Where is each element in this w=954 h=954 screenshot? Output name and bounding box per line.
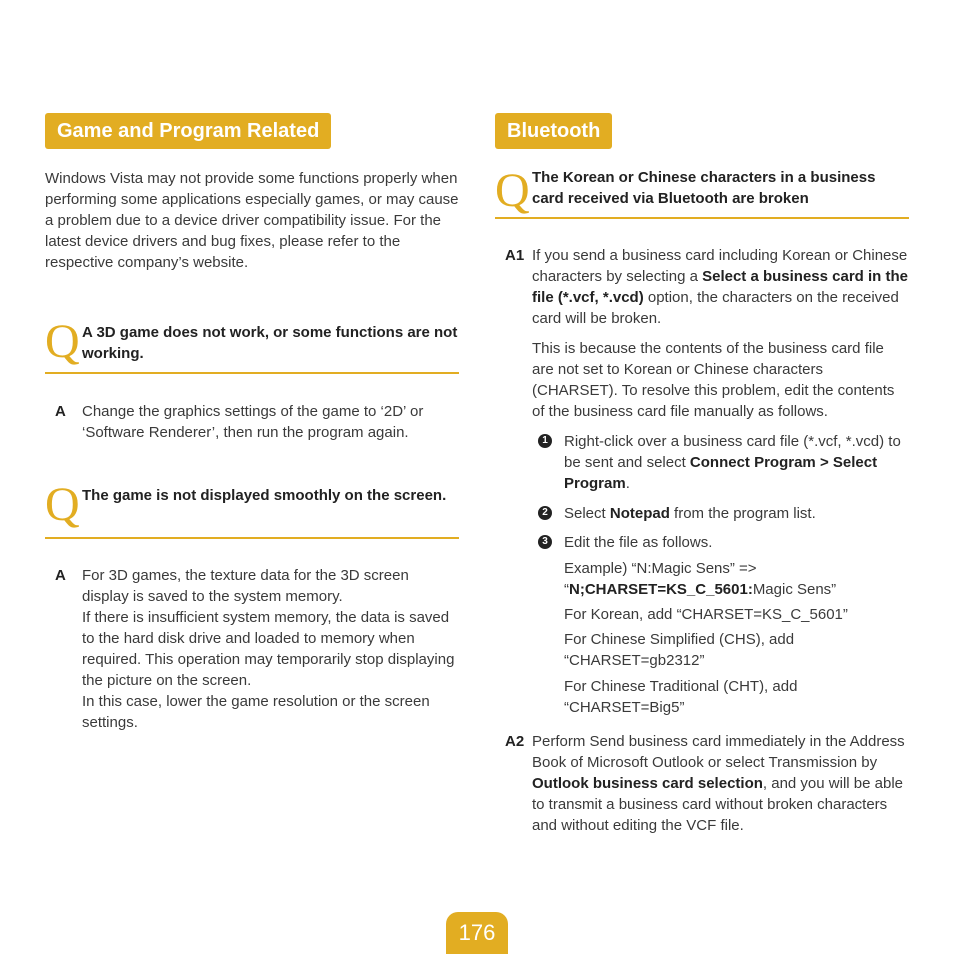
q-icon: Q [45, 478, 80, 531]
answer-text: This is because the contents of the business card file are not set to Korean or Chinese characters (CHARSET). To resolve this problem, edit the contents of the business card file manually as follows. [532, 340, 895, 420]
step-1: 1 Right-click over a business card file (*.vcf, *.vcd) to be sent and select Connect Program > Select Program. [532, 431, 909, 494]
answer-block-a1 [495, 245, 909, 718]
question-text: A 3D game does not work, or some functions are not working. [82, 324, 458, 362]
example-line: Example) “N:Magic Sens” => “N;CHARSET=KS_C_5601:Magic Sens” [564, 560, 837, 598]
answer-text: If there is insufficient system memory, the data is saved to the hard disk drive and loaded to memory when required. This operation may temporarily stop displaying the picture on the screen. [82, 609, 455, 689]
answer-label: A [55, 567, 66, 584]
answer-text: Perform Send business card immediately in the Address Book of Microsoft Outlook or select Transmission by Outlook business card selection, and you will be able to transmit a business card without broken characters and without editing the VCF file. [532, 733, 905, 834]
answer-label: A1 [505, 247, 525, 264]
q-icon: Q [45, 315, 80, 368]
question-block-bluetooth [495, 164, 909, 219]
chs-line: For Chinese Simplified (CHS), add “CHARSET=gb2312” [564, 631, 795, 669]
left-column [45, 113, 459, 733]
step-number-icon: 3 [538, 535, 552, 549]
answer-text: For 3D games, the texture data for the 3D screen display is saved to the system memory. [82, 567, 409, 605]
question-text: The game is not displayed smoothly on the screen. [82, 487, 447, 504]
question-block-3d-game [45, 315, 459, 374]
question-block-smooth [45, 478, 459, 539]
right-column [495, 113, 909, 836]
answer-text: Change the graphics settings of the game to ‘2D’ or ‘Software Renderer’, then run the program again. [82, 403, 424, 441]
answer-block [45, 565, 459, 733]
answer-block-a2 [495, 731, 909, 836]
step-number-icon: 2 [538, 506, 552, 520]
step-3: 3 Edit the file as follows. [532, 532, 909, 553]
question-text: The Korean or Chinese characters in a business card received via Bluetooth are broken [532, 169, 876, 207]
section-title-game: Game and Program Related [45, 113, 331, 149]
answer-label: A [55, 403, 66, 420]
answer-text: If you send a business card including Korean or Chinese characters by selecting a Select a business card in the file (*.vcf, *.vcd) option, the characters on the received card will be broken. [532, 247, 909, 327]
page-number-badge: 176 [446, 912, 508, 954]
answer-block [45, 401, 459, 443]
q-icon: Q [495, 164, 530, 217]
section-title-bluetooth: Bluetooth [495, 113, 612, 149]
step-2: 2 Select Notepad from the program list. [532, 503, 909, 524]
korean-line: For Korean, add “CHARSET=KS_C_5601” [564, 606, 848, 623]
intro-paragraph: Windows Vista may not provide some functions properly when performing some applications especially games, or may cause a problem due to a device driver compatibility issue. For the latest device drivers and bug fixes, please refer to the respective company’s website. [45, 170, 459, 271]
answer-label: A2 [505, 733, 525, 750]
cht-line: For Chinese Traditional (CHT), add “CHARSET=Big5” [564, 678, 798, 716]
answer-text: In this case, lower the game resolution or the screen settings. [82, 693, 430, 731]
step-number-icon: 1 [538, 434, 552, 448]
